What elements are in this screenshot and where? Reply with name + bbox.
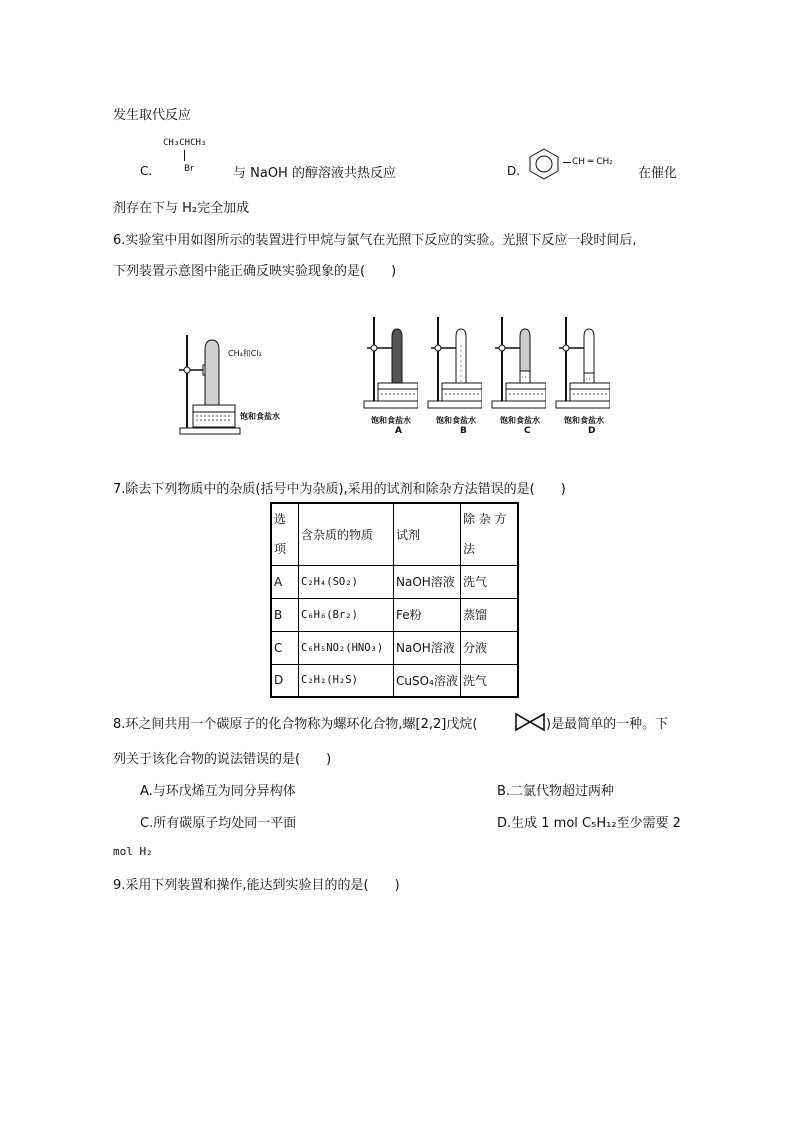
cell-substance: C₆H₆(Br₂) xyxy=(299,598,394,631)
cell-method: 洗气 xyxy=(461,664,519,697)
q5-c-bond xyxy=(184,150,185,161)
solution-label-main: 饱和食盐水 xyxy=(240,412,280,421)
q7-options-table xyxy=(270,502,519,698)
apparatus-label-d: D xyxy=(588,426,596,436)
q5-d-structure: CH ═ CH₂ xyxy=(572,157,613,167)
cell-option: B xyxy=(271,598,299,631)
cell-reagent: CuSO₄溶液 xyxy=(394,664,461,697)
apparatus-main-diagram xyxy=(175,330,305,440)
q8-option-c: C.所有碳原子均处同一平面 xyxy=(140,816,297,831)
apparatus-label-c: C xyxy=(524,426,531,436)
q5-option-d-label: D. xyxy=(507,164,521,178)
apparatus-b xyxy=(426,315,482,413)
q8-stem-part1: 8.环之间共用一个碳原子的化合物称为螺环化合物,螺[2,2]戊烷( xyxy=(113,717,478,732)
header-method xyxy=(461,503,519,565)
q5-line1: 发生取代反应 xyxy=(113,108,192,123)
solution-label-c: 饱和食盐水 xyxy=(500,416,540,425)
apparatus-a xyxy=(362,315,418,413)
cell-substance: C₂H₂(H₂S) xyxy=(299,664,394,697)
q5-line3: 剂存在下与 H₂完全加成 xyxy=(113,201,250,216)
cell-method: 蒸馏 xyxy=(461,598,519,631)
spiropentane-icon xyxy=(514,712,546,732)
q8-option-d-continued: mol H₂ xyxy=(113,845,153,858)
cell-reagent: NaOH溶液 xyxy=(394,631,461,664)
table-row xyxy=(271,664,518,697)
apparatus-label-b: B xyxy=(460,426,467,436)
cell-method: 洗气 xyxy=(461,565,519,598)
solution-label-a: 饱和食盐水 xyxy=(371,416,411,425)
header-option-line2: 项 xyxy=(274,542,287,557)
header-method-line1: 除 杂 方 xyxy=(463,512,507,527)
solution-label-d: 饱和食盐水 xyxy=(564,416,604,425)
q8-option-d: D.生成 1 mol C₅H₁₂至少需要 2 xyxy=(497,816,681,831)
header-reagent: 试剂 xyxy=(394,503,461,565)
solution-label-b: 饱和食盐水 xyxy=(436,416,476,425)
table-header-row xyxy=(271,503,518,565)
cell-option: C xyxy=(271,631,299,664)
q5-option-c-label: C. xyxy=(140,164,153,178)
q8-option-b: B.二氯代物超过两种 xyxy=(497,784,615,799)
q8-stem-line2: 列关于该化合物的说法错误的是( ) xyxy=(113,752,332,767)
cell-reagent: Fe粉 xyxy=(394,598,461,631)
q8-stem-part2: )是最简单的一种。下 xyxy=(546,717,669,732)
header-substance: 含杂质的物质 xyxy=(299,503,394,565)
q5-c-structure-top: CH₃CHCH₃ xyxy=(163,138,207,148)
cell-method: 分液 xyxy=(461,631,519,664)
q6-stem-line1: 6.实验室中用如图所示的装置进行甲烷与氯气在光照下反应的实验。光照下反应一段时间后, xyxy=(113,233,637,248)
benzene-ring-icon xyxy=(524,146,564,180)
header-option xyxy=(271,503,299,565)
apparatus-label-a: A xyxy=(395,426,402,436)
q5-c-structure-br: Br xyxy=(184,164,194,174)
q5-option-d-text: 在催化 xyxy=(638,166,678,181)
cell-option: A xyxy=(271,565,299,598)
cell-substance: C₆H₅NO₂(HNO₃) xyxy=(299,631,394,664)
q7-stem: 7.除去下列物质中的杂质(括号中为杂质),采用的试剂和除杂方法错误的是( ) xyxy=(113,482,566,497)
apparatus-c xyxy=(490,315,546,413)
q5-d-bond xyxy=(563,162,571,163)
table-row xyxy=(271,598,518,631)
gas-label: CH₄和Cl₂ xyxy=(228,349,262,358)
header-method-line2: 法 xyxy=(463,542,476,557)
cell-substance: C₂H₄(SO₂) xyxy=(299,565,394,598)
cell-reagent: NaOH溶液 xyxy=(394,565,461,598)
table-row xyxy=(271,631,518,664)
q8-option-a: A.与环戊烯互为同分异构体 xyxy=(140,784,296,799)
apparatus-d xyxy=(554,315,610,413)
header-option-line1: 选 xyxy=(274,512,287,527)
q5-option-c-text: 与 NaOH 的醇溶液共热反应 xyxy=(233,166,396,181)
cell-option: D xyxy=(271,664,299,697)
q6-stem-line2: 下列装置示意图中能正确反映实验现象的是( ) xyxy=(113,264,397,279)
table-row xyxy=(271,565,518,598)
q9-stem: 9.采用下列装置和操作,能达到实验目的的是( ) xyxy=(113,878,400,893)
